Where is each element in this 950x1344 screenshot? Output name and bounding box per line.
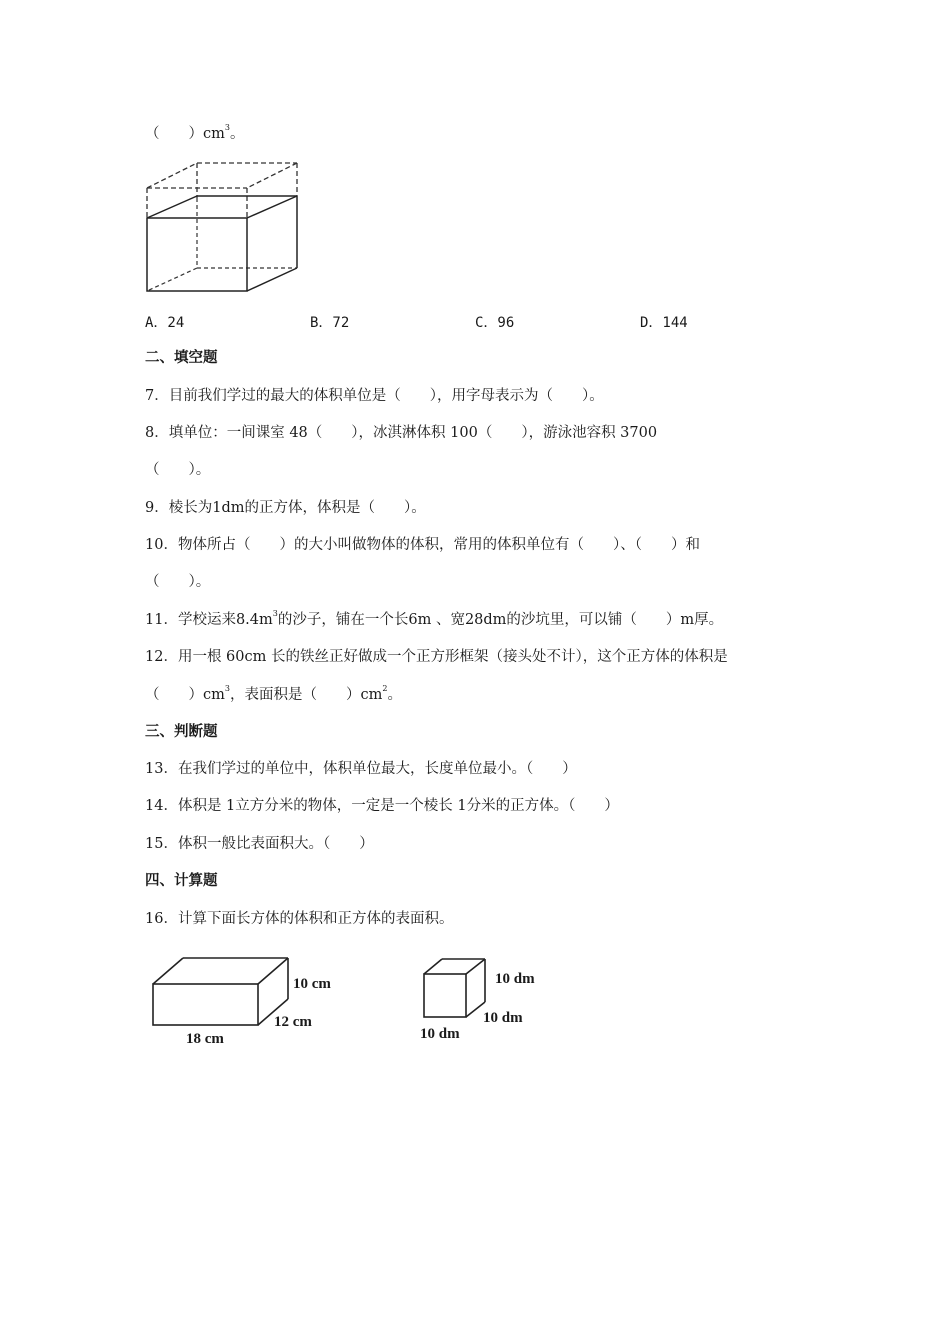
question-16: 16．计算下面长方体的体积和正方体的表面积。 xyxy=(145,911,454,927)
question-12-line2: （ ）$cm^3$，表面积是（ ）$cm^2$。 xyxy=(145,684,402,703)
question-13: 13．在我们学过的单位中，体积单位最大，长度单位最小。（ ） xyxy=(145,761,577,777)
question-11: 11．学校运来$8.4m^3$的沙子，铺在一个长6m 、宽28dm的沙坑里，可以铺（ ）m厚。 xyxy=(145,609,724,628)
cube-depth-label: 10 dm xyxy=(483,1010,523,1026)
option-b[interactable]: B．72 xyxy=(310,315,350,331)
cube-figure xyxy=(418,956,558,1048)
cuboid-height-label: 10 cm xyxy=(293,976,331,992)
question-8-line2: （ ）。 xyxy=(145,462,211,478)
q6-box-figure xyxy=(140,158,310,298)
question-10-line1: 10．物体所占（ ）的大小叫做物体的体积，常用的体积单位有（ ）、（ ）和 xyxy=(145,537,700,553)
question-9: 9．棱长为1dm的正方体，体积是（ ）。 xyxy=(145,500,426,516)
cuboid-length-label: 18 cm xyxy=(186,1031,224,1047)
question-8-line1: 8．填单位：一间课室 48（ ），冰淇淋体积 100（ ），游泳池容积 3700 xyxy=(145,425,658,441)
section-fill-blank-heading: 二、填空题 xyxy=(145,350,218,366)
cube-height-label: 10 dm xyxy=(495,971,535,987)
question-6-tail: （ ）$cm^3$。 xyxy=(145,123,245,142)
section-judge-heading: 三、判断题 xyxy=(145,724,218,740)
option-d[interactable]: D．144 xyxy=(640,315,688,331)
question-15: 15．体积一般比表面积大。（ ） xyxy=(145,836,374,852)
cuboid-depth-label: 12 cm xyxy=(274,1014,312,1030)
question-7: 7．目前我们学过的最大的体积单位是（ ），用字母表示为（ ）。 xyxy=(145,388,604,404)
option-a[interactable]: A．24 xyxy=(145,315,185,331)
question-12-line1: 12．用一根 60cm 长的铁丝正好做成一个正方形框架（接头处不计），这个正方体的体积是 xyxy=(145,649,728,665)
cuboid-figure xyxy=(148,952,358,1052)
question-10-line2: （ ）。 xyxy=(145,574,211,590)
section-calc-heading: 四、计算题 xyxy=(145,873,218,889)
question-14: 14．体积是 1立方分米的物体，一定是一个棱长 1分米的正方体。（ ） xyxy=(145,798,619,814)
option-c[interactable]: C．96 xyxy=(475,315,515,331)
cube-length-label: 10 dm xyxy=(420,1026,460,1042)
